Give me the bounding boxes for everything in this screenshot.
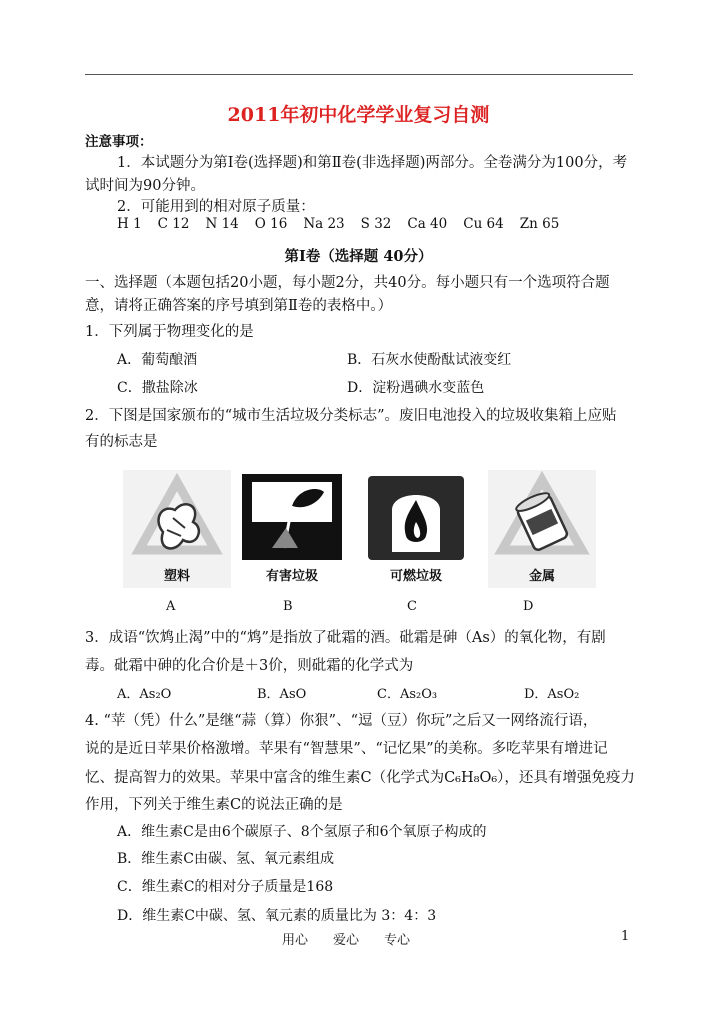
q4-line3: 忆、提高智力的效果。苹果中富含的维生素C（化学式为C₆H₈O₆），还具有增强免疫力: [85, 770, 635, 786]
notes-item1-line2: 试时间为90分钟。: [85, 178, 205, 194]
combustible-caption: 可燃垃圾: [389, 569, 442, 584]
q3-line1: 3．成语“饮鸩止渴”中的“鸩”是指放了砒霜的酒。砒霜是砷（As）的氧化物，有剧: [85, 630, 606, 646]
mass-cu: Cu 64: [463, 216, 504, 232]
q3-option-c: C．As₂O₃: [377, 687, 438, 702]
notes-item1-line1: 1．本试题分为第Ⅰ卷(选择题)和第Ⅱ卷(非选择题)两部分。全卷满分为100分，考: [117, 155, 628, 171]
q1-stem: 1．下列属于物理变化的是: [85, 324, 254, 340]
q4-option-d: D．维生素C中碳、氢、氧元素的质量比为 3：4：3: [117, 908, 437, 924]
q4-option-a: A．维生素C是由6个碳原子、8个氢原子和6个氧原子构成的: [117, 824, 487, 840]
plastic-sign: [123, 470, 231, 588]
q3-option-d: D．AsO₂: [524, 687, 580, 702]
metal-sign: [488, 470, 596, 588]
hazardous-sign: [238, 470, 346, 588]
mass-c: C 12: [157, 216, 190, 232]
q4-line4: 作用，下列关于维生素C的说法正确的是: [85, 797, 343, 813]
plastic-recycle-icon: [123, 470, 231, 566]
q3-line2: 毒。砒霜中砷的化合价是＋3价，则砒霜的化学式为: [85, 658, 414, 674]
part1-heading: 第Ⅰ卷（选择题 40分）: [284, 248, 433, 265]
metal-caption: 金属: [528, 569, 555, 584]
mass-ca: Ca 40: [407, 216, 448, 232]
q1-option-c: C．撒盐除冰: [117, 380, 198, 396]
q2-letter-b: B: [283, 599, 293, 614]
notes-heading: 注意事项：: [85, 134, 153, 150]
notes-item2: 2．可能用到的相对原子质量：: [117, 199, 315, 215]
q1-option-a: A．葡萄酿酒: [117, 352, 198, 368]
q1-option-b: B．石灰水使酚酞试液变红: [347, 352, 512, 368]
combustible-waste-icon: [362, 470, 470, 566]
footer-motto-2: 爱心: [333, 933, 360, 948]
header-rule: [85, 74, 633, 75]
mass-n: N 14: [205, 216, 239, 232]
q2-line2: 有的标志是: [85, 434, 158, 450]
hazardous-waste-icon: [238, 470, 346, 566]
mass-o: O 16: [254, 216, 288, 232]
plastic-caption: 塑料: [163, 569, 190, 584]
hazardous-caption: 有害垃圾: [265, 569, 318, 584]
q3-option-a: A．As₂O: [117, 687, 172, 702]
mass-na: Na 23: [303, 216, 345, 232]
q3-option-b: B．AsO: [257, 687, 307, 702]
section1-line1: 一、选择题（本题包括20小题，每小题2分，共40分。每小题只有一个选项符合题: [85, 275, 610, 291]
mass-s: S 32: [360, 216, 392, 232]
q1-option-d: D．淀粉遇碘水变蓝色: [347, 380, 485, 396]
page-number: 1: [621, 929, 630, 944]
q4-option-c: C．维生素C的相对分子质量是168: [117, 879, 334, 895]
footer-motto-3: 专心: [384, 933, 411, 948]
q2-letter-c: C: [407, 599, 417, 614]
atomic-mass-list: [117, 216, 575, 232]
mass-zn: Zn 65: [519, 216, 560, 232]
footer-motto-1: 用心: [282, 933, 309, 948]
page-title: 2011年初中化学学业复习自测: [227, 104, 490, 126]
q2-letter-a: A: [166, 599, 176, 614]
q2-letter-d: D: [523, 599, 534, 614]
q2-line1: 2．下图是国家颁布的“城市生活垃圾分类标志”。废旧电池投入的垃圾收集箱上应贴: [85, 408, 617, 424]
q4-option-b: B．维生素C由碳、氢、氧元素组成: [117, 851, 334, 867]
mass-h: H 1: [117, 216, 142, 232]
metal-recycle-icon: [488, 470, 596, 566]
q4-line1: 4. “苹（凭）什么”是继“蒜（算）你狠”、“逗（豆）你玩”之后又一网络流行语，: [85, 713, 598, 729]
q4-line2: 说的是近日苹果价格激增。苹果有“智慧果”、“记忆果”的美称。多吃苹果有增进记: [85, 741, 608, 757]
section1-line2: 意，请将正确答案的序号填到第Ⅱ卷的表格中。）: [85, 298, 393, 314]
combustible-sign: [362, 470, 470, 588]
